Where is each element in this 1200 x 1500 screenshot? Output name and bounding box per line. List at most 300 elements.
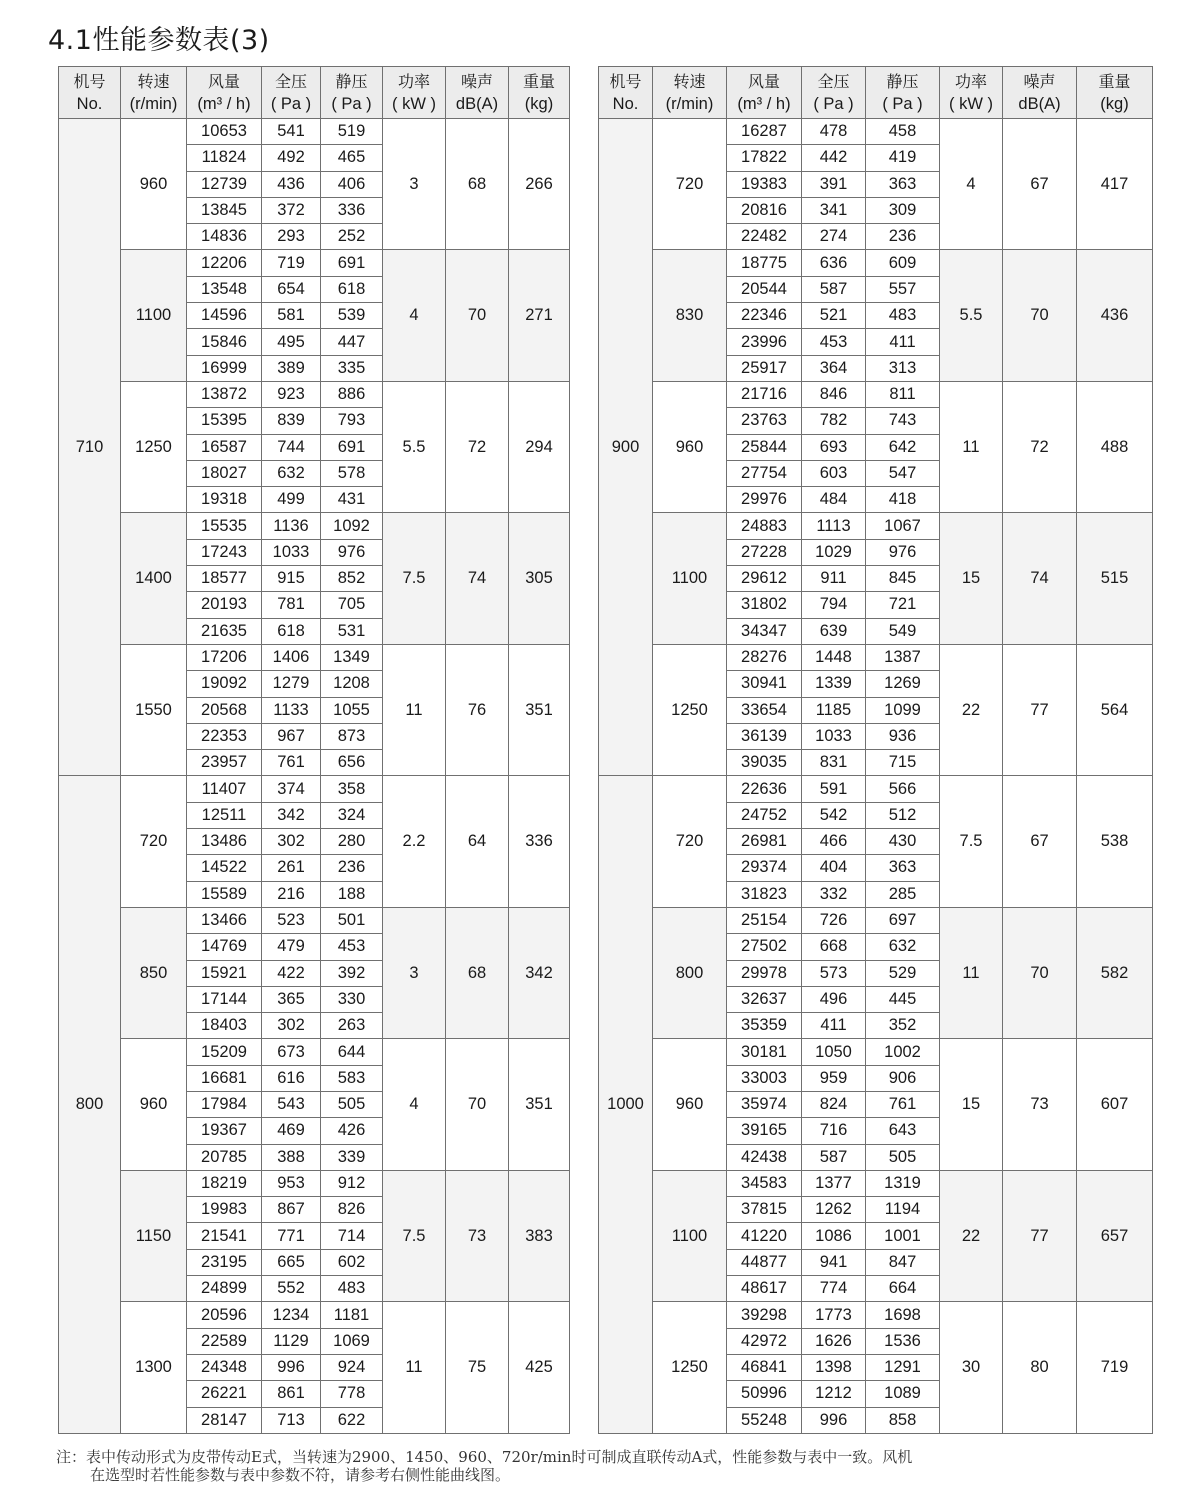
table-row xyxy=(59,907,570,933)
total-pressure-cell: 1086 xyxy=(802,1223,866,1249)
flow-cell: 15209 xyxy=(187,1039,262,1065)
weight-cell: 336 xyxy=(509,776,570,907)
power-cell: 7.5 xyxy=(940,776,1003,907)
noise-cell: 70 xyxy=(446,250,509,381)
total-pressure-cell: 923 xyxy=(262,381,321,407)
noise-cell: 72 xyxy=(446,381,509,512)
total-pressure-cell: 1185 xyxy=(802,697,866,723)
flow-cell: 25917 xyxy=(727,355,802,381)
total-pressure-cell: 726 xyxy=(802,907,866,933)
power-cell: 11 xyxy=(940,381,1003,512)
static-pressure-cell: 936 xyxy=(866,723,940,749)
noise-cell: 67 xyxy=(1003,776,1077,907)
weight-cell: 271 xyxy=(509,250,570,381)
header-static-pressure: 静压 ( Pa ) xyxy=(321,67,383,119)
static-pressure-cell: 845 xyxy=(866,566,940,592)
total-pressure-cell: 372 xyxy=(262,197,321,223)
table-row xyxy=(599,1302,1153,1328)
flow-cell: 15395 xyxy=(187,408,262,434)
static-pressure-cell: 976 xyxy=(866,539,940,565)
speed-cell: 1150 xyxy=(121,1170,187,1301)
table-body xyxy=(59,119,570,1434)
header-noise: 噪声 dB(A) xyxy=(1003,67,1077,119)
flow-cell: 15535 xyxy=(187,513,262,539)
weight-cell: 564 xyxy=(1077,644,1153,775)
flow-cell: 12206 xyxy=(187,250,262,276)
page-title: 4.1性能参数表(3) xyxy=(48,25,270,56)
static-pressure-cell: 715 xyxy=(866,750,940,776)
total-pressure-cell: 959 xyxy=(802,1065,866,1091)
static-pressure-cell: 285 xyxy=(866,881,940,907)
total-pressure-cell: 302 xyxy=(262,829,321,855)
total-pressure-cell: 411 xyxy=(802,1013,866,1039)
noise-cell: 70 xyxy=(1003,907,1077,1038)
total-pressure-cell: 603 xyxy=(802,460,866,486)
flow-cell: 17243 xyxy=(187,539,262,565)
total-pressure-cell: 261 xyxy=(262,855,321,881)
total-pressure-cell: 996 xyxy=(802,1407,866,1433)
flow-cell: 22482 xyxy=(727,224,802,250)
total-pressure-cell: 391 xyxy=(802,171,866,197)
weight-cell: 417 xyxy=(1077,119,1153,250)
flow-cell: 18027 xyxy=(187,460,262,486)
flow-cell: 36139 xyxy=(727,723,802,749)
total-pressure-cell: 1033 xyxy=(262,539,321,565)
noise-cell: 76 xyxy=(446,644,509,775)
speed-cell: 1100 xyxy=(653,1170,727,1301)
flow-cell: 27228 xyxy=(727,539,802,565)
static-pressure-cell: 622 xyxy=(321,1407,383,1433)
flow-cell: 17822 xyxy=(727,145,802,171)
total-pressure-cell: 496 xyxy=(802,986,866,1012)
performance-table-right xyxy=(598,66,1153,1434)
total-pressure-cell: 341 xyxy=(802,197,866,223)
total-pressure-cell: 587 xyxy=(802,1144,866,1170)
power-cell: 3 xyxy=(383,907,446,1038)
performance-table-left xyxy=(58,66,570,1434)
flow-cell: 48617 xyxy=(727,1276,802,1302)
noise-cell: 74 xyxy=(446,513,509,644)
flow-cell: 42438 xyxy=(727,1144,802,1170)
static-pressure-cell: 826 xyxy=(321,1197,383,1223)
flow-cell: 34583 xyxy=(727,1170,802,1196)
flow-cell: 20568 xyxy=(187,697,262,723)
table-row xyxy=(599,250,1153,276)
power-cell: 30 xyxy=(940,1302,1003,1433)
header-flow: 风量 (m³ / h) xyxy=(187,67,262,119)
speed-cell: 960 xyxy=(121,119,187,250)
weight-cell: 488 xyxy=(1077,381,1153,512)
weight-cell: 342 xyxy=(509,907,570,1038)
footnote-line-2: 在选型时若性能参数与表中参数不符，请参考右侧性能曲线图。 xyxy=(90,1466,511,1484)
total-pressure-cell: 632 xyxy=(262,460,321,486)
total-pressure-cell: 453 xyxy=(802,329,866,355)
static-pressure-cell: 352 xyxy=(866,1013,940,1039)
header-machine: 机号 No. xyxy=(59,67,121,119)
noise-cell: 70 xyxy=(1003,250,1077,381)
flow-cell: 17206 xyxy=(187,644,262,670)
static-pressure-cell: 1001 xyxy=(866,1223,940,1249)
total-pressure-cell: 636 xyxy=(802,250,866,276)
static-pressure-cell: 336 xyxy=(321,197,383,223)
total-pressure-cell: 618 xyxy=(262,618,321,644)
static-pressure-cell: 419 xyxy=(866,145,940,171)
static-pressure-cell: 852 xyxy=(321,566,383,592)
total-pressure-cell: 274 xyxy=(802,224,866,250)
static-pressure-cell: 664 xyxy=(866,1276,940,1302)
flow-cell: 26221 xyxy=(187,1381,262,1407)
noise-cell: 67 xyxy=(1003,119,1077,250)
flow-cell: 32637 xyxy=(727,986,802,1012)
flow-cell: 50996 xyxy=(727,1381,802,1407)
total-pressure-cell: 1773 xyxy=(802,1302,866,1328)
total-pressure-cell: 587 xyxy=(802,276,866,302)
total-pressure-cell: 1262 xyxy=(802,1197,866,1223)
static-pressure-cell: 691 xyxy=(321,250,383,276)
speed-cell: 1250 xyxy=(653,1302,727,1433)
static-pressure-cell: 505 xyxy=(321,1091,383,1117)
flow-cell: 14836 xyxy=(187,224,262,250)
total-pressure-cell: 1133 xyxy=(262,697,321,723)
total-pressure-cell: 839 xyxy=(262,408,321,434)
static-pressure-cell: 1089 xyxy=(866,1381,940,1407)
power-cell: 11 xyxy=(383,1302,446,1433)
flow-cell: 24899 xyxy=(187,1276,262,1302)
flow-cell: 21541 xyxy=(187,1223,262,1249)
weight-cell: 351 xyxy=(509,644,570,775)
total-pressure-cell: 523 xyxy=(262,907,321,933)
table-row xyxy=(599,1039,1153,1065)
static-pressure-cell: 324 xyxy=(321,802,383,828)
flow-cell: 20596 xyxy=(187,1302,262,1328)
flow-cell: 35974 xyxy=(727,1091,802,1117)
flow-cell: 10653 xyxy=(187,119,262,145)
power-cell: 22 xyxy=(940,644,1003,775)
total-pressure-cell: 404 xyxy=(802,855,866,881)
static-pressure-cell: 430 xyxy=(866,829,940,855)
flow-cell: 28276 xyxy=(727,644,802,670)
static-pressure-cell: 1099 xyxy=(866,697,940,723)
static-pressure-cell: 539 xyxy=(321,303,383,329)
flow-cell: 14596 xyxy=(187,303,262,329)
total-pressure-cell: 867 xyxy=(262,1197,321,1223)
total-pressure-cell: 364 xyxy=(802,355,866,381)
total-pressure-cell: 824 xyxy=(802,1091,866,1117)
flow-cell: 37815 xyxy=(727,1197,802,1223)
static-pressure-cell: 330 xyxy=(321,986,383,1012)
static-pressure-cell: 1002 xyxy=(866,1039,940,1065)
flow-cell: 13486 xyxy=(187,829,262,855)
total-pressure-cell: 967 xyxy=(262,723,321,749)
speed-cell: 960 xyxy=(653,1039,727,1170)
static-pressure-cell: 313 xyxy=(866,355,940,381)
flow-cell: 12739 xyxy=(187,171,262,197)
table-row xyxy=(59,381,570,407)
power-cell: 4 xyxy=(383,250,446,381)
flow-cell: 14769 xyxy=(187,934,262,960)
total-pressure-cell: 693 xyxy=(802,434,866,460)
total-pressure-cell: 442 xyxy=(802,145,866,171)
static-pressure-cell: 642 xyxy=(866,434,940,460)
power-cell: 4 xyxy=(383,1039,446,1170)
total-pressure-cell: 665 xyxy=(262,1249,321,1275)
total-pressure-cell: 422 xyxy=(262,960,321,986)
total-pressure-cell: 713 xyxy=(262,1407,321,1433)
machine-number-cell: 800 xyxy=(59,776,121,1433)
static-pressure-cell: 609 xyxy=(866,250,940,276)
speed-cell: 720 xyxy=(653,776,727,907)
header-total-pressure: 全压 ( Pa ) xyxy=(262,67,321,119)
flow-cell: 16287 xyxy=(727,119,802,145)
total-pressure-cell: 591 xyxy=(802,776,866,802)
total-pressure-cell: 654 xyxy=(262,276,321,302)
total-pressure-cell: 469 xyxy=(262,1118,321,1144)
total-pressure-cell: 552 xyxy=(262,1276,321,1302)
static-pressure-cell: 1269 xyxy=(866,671,940,697)
static-pressure-cell: 924 xyxy=(321,1354,383,1380)
flow-cell: 55248 xyxy=(727,1407,802,1433)
total-pressure-cell: 861 xyxy=(262,1381,321,1407)
total-pressure-cell: 581 xyxy=(262,303,321,329)
static-pressure-cell: 1536 xyxy=(866,1328,940,1354)
static-pressure-cell: 602 xyxy=(321,1249,383,1275)
table-row xyxy=(59,119,570,145)
footnote xyxy=(56,1448,1156,1484)
static-pressure-cell: 547 xyxy=(866,460,940,486)
total-pressure-cell: 831 xyxy=(802,750,866,776)
static-pressure-cell: 406 xyxy=(321,171,383,197)
table-row xyxy=(59,776,570,802)
total-pressure-cell: 673 xyxy=(262,1039,321,1065)
noise-cell: 77 xyxy=(1003,1170,1077,1301)
total-pressure-cell: 719 xyxy=(262,250,321,276)
total-pressure-cell: 374 xyxy=(262,776,321,802)
noise-cell: 64 xyxy=(446,776,509,907)
static-pressure-cell: 236 xyxy=(866,224,940,250)
flow-cell: 18403 xyxy=(187,1013,262,1039)
static-pressure-cell: 501 xyxy=(321,907,383,933)
weight-cell: 351 xyxy=(509,1039,570,1170)
machine-number-cell: 900 xyxy=(599,119,653,776)
total-pressure-cell: 1398 xyxy=(802,1354,866,1380)
static-pressure-cell: 411 xyxy=(866,329,940,355)
flow-cell: 23996 xyxy=(727,329,802,355)
weight-cell: 305 xyxy=(509,513,570,644)
static-pressure-cell: 632 xyxy=(866,934,940,960)
static-pressure-cell: 583 xyxy=(321,1065,383,1091)
power-cell: 11 xyxy=(940,907,1003,1038)
header-flow: 风量 (m³ / h) xyxy=(727,67,802,119)
total-pressure-cell: 492 xyxy=(262,145,321,171)
static-pressure-cell: 858 xyxy=(866,1407,940,1433)
static-pressure-cell: 906 xyxy=(866,1065,940,1091)
static-pressure-cell: 426 xyxy=(321,1118,383,1144)
static-pressure-cell: 339 xyxy=(321,1144,383,1170)
static-pressure-cell: 721 xyxy=(866,592,940,618)
flow-cell: 15589 xyxy=(187,881,262,907)
static-pressure-cell: 236 xyxy=(321,855,383,881)
table-row xyxy=(599,644,1153,670)
header-weight: 重量 (kg) xyxy=(509,67,570,119)
static-pressure-cell: 557 xyxy=(866,276,940,302)
table-row xyxy=(599,776,1153,802)
static-pressure-cell: 447 xyxy=(321,329,383,355)
total-pressure-cell: 915 xyxy=(262,566,321,592)
static-pressure-cell: 618 xyxy=(321,276,383,302)
static-pressure-cell: 453 xyxy=(321,934,383,960)
flow-cell: 24752 xyxy=(727,802,802,828)
table-row xyxy=(59,513,570,539)
flow-cell: 19367 xyxy=(187,1118,262,1144)
static-pressure-cell: 1055 xyxy=(321,697,383,723)
total-pressure-cell: 484 xyxy=(802,487,866,513)
machine-number-cell: 710 xyxy=(59,119,121,776)
static-pressure-cell: 566 xyxy=(866,776,940,802)
weight-cell: 383 xyxy=(509,1170,570,1301)
weight-cell: 425 xyxy=(509,1302,570,1433)
header-machine: 机号 No. xyxy=(599,67,653,119)
static-pressure-cell: 1698 xyxy=(866,1302,940,1328)
flow-cell: 19383 xyxy=(727,171,802,197)
static-pressure-cell: 912 xyxy=(321,1170,383,1196)
flow-cell: 30181 xyxy=(727,1039,802,1065)
total-pressure-cell: 668 xyxy=(802,934,866,960)
static-pressure-cell: 358 xyxy=(321,776,383,802)
total-pressure-cell: 782 xyxy=(802,408,866,434)
total-pressure-cell: 466 xyxy=(802,829,866,855)
total-pressure-cell: 1029 xyxy=(802,539,866,565)
static-pressure-cell: 761 xyxy=(866,1091,940,1117)
speed-cell: 1250 xyxy=(653,644,727,775)
total-pressure-cell: 616 xyxy=(262,1065,321,1091)
table-row xyxy=(59,250,570,276)
noise-cell: 68 xyxy=(446,119,509,250)
total-pressure-cell: 1129 xyxy=(262,1328,321,1354)
static-pressure-cell: 656 xyxy=(321,750,383,776)
total-pressure-cell: 716 xyxy=(802,1118,866,1144)
static-pressure-cell: 1092 xyxy=(321,513,383,539)
total-pressure-cell: 542 xyxy=(802,802,866,828)
static-pressure-cell: 886 xyxy=(321,381,383,407)
static-pressure-cell: 1067 xyxy=(866,513,940,539)
table-header-row xyxy=(59,67,570,119)
table-body xyxy=(599,119,1153,1434)
flow-cell: 24348 xyxy=(187,1354,262,1380)
total-pressure-cell: 478 xyxy=(802,119,866,145)
power-cell: 5.5 xyxy=(383,381,446,512)
static-pressure-cell: 873 xyxy=(321,723,383,749)
table-row xyxy=(599,513,1153,539)
total-pressure-cell: 846 xyxy=(802,381,866,407)
flow-cell: 33654 xyxy=(727,697,802,723)
static-pressure-cell: 392 xyxy=(321,960,383,986)
machine-number-cell: 1000 xyxy=(599,776,653,1433)
flow-cell: 41220 xyxy=(727,1223,802,1249)
weight-cell: 657 xyxy=(1077,1170,1153,1301)
static-pressure-cell: 778 xyxy=(321,1381,383,1407)
total-pressure-cell: 332 xyxy=(802,881,866,907)
static-pressure-cell: 531 xyxy=(321,618,383,644)
total-pressure-cell: 794 xyxy=(802,592,866,618)
total-pressure-cell: 1279 xyxy=(262,671,321,697)
flow-cell: 17984 xyxy=(187,1091,262,1117)
static-pressure-cell: 280 xyxy=(321,829,383,855)
total-pressure-cell: 1626 xyxy=(802,1328,866,1354)
total-pressure-cell: 573 xyxy=(802,960,866,986)
total-pressure-cell: 389 xyxy=(262,355,321,381)
flow-cell: 29612 xyxy=(727,566,802,592)
flow-cell: 13872 xyxy=(187,381,262,407)
power-cell: 5.5 xyxy=(940,250,1003,381)
weight-cell: 294 xyxy=(509,381,570,512)
flow-cell: 34347 xyxy=(727,618,802,644)
flow-cell: 29976 xyxy=(727,487,802,513)
static-pressure-cell: 1387 xyxy=(866,644,940,670)
weight-cell: 607 xyxy=(1077,1039,1153,1170)
total-pressure-cell: 521 xyxy=(802,303,866,329)
weight-cell: 266 xyxy=(509,119,570,250)
speed-cell: 960 xyxy=(653,381,727,512)
total-pressure-cell: 1113 xyxy=(802,513,866,539)
flow-cell: 39035 xyxy=(727,750,802,776)
static-pressure-cell: 445 xyxy=(866,986,940,1012)
flow-cell: 22353 xyxy=(187,723,262,749)
power-cell: 3 xyxy=(383,119,446,250)
flow-cell: 26981 xyxy=(727,829,802,855)
speed-cell: 830 xyxy=(653,250,727,381)
static-pressure-cell: 363 xyxy=(866,855,940,881)
table-row xyxy=(59,1170,570,1196)
static-pressure-cell: 1194 xyxy=(866,1197,940,1223)
flow-cell: 21716 xyxy=(727,381,802,407)
header-power: 功率 ( kW ) xyxy=(383,67,446,119)
noise-cell: 80 xyxy=(1003,1302,1077,1433)
total-pressure-cell: 1212 xyxy=(802,1381,866,1407)
total-pressure-cell: 744 xyxy=(262,434,321,460)
static-pressure-cell: 519 xyxy=(321,119,383,145)
speed-cell: 1400 xyxy=(121,513,187,644)
static-pressure-cell: 705 xyxy=(321,592,383,618)
static-pressure-cell: 811 xyxy=(866,381,940,407)
flow-cell: 22589 xyxy=(187,1328,262,1354)
flow-cell: 15921 xyxy=(187,960,262,986)
static-pressure-cell: 743 xyxy=(866,408,940,434)
static-pressure-cell: 976 xyxy=(321,539,383,565)
table-row xyxy=(599,381,1153,407)
flow-cell: 35359 xyxy=(727,1013,802,1039)
total-pressure-cell: 499 xyxy=(262,487,321,513)
static-pressure-cell: 483 xyxy=(321,1276,383,1302)
static-pressure-cell: 691 xyxy=(321,434,383,460)
header-noise: 噪声 dB(A) xyxy=(446,67,509,119)
weight-cell: 582 xyxy=(1077,907,1153,1038)
flow-cell: 21635 xyxy=(187,618,262,644)
power-cell: 11 xyxy=(383,644,446,775)
total-pressure-cell: 1234 xyxy=(262,1302,321,1328)
static-pressure-cell: 188 xyxy=(321,881,383,907)
total-pressure-cell: 953 xyxy=(262,1170,321,1196)
flow-cell: 11824 xyxy=(187,145,262,171)
flow-cell: 16999 xyxy=(187,355,262,381)
static-pressure-cell: 847 xyxy=(866,1249,940,1275)
noise-cell: 74 xyxy=(1003,513,1077,644)
total-pressure-cell: 342 xyxy=(262,802,321,828)
static-pressure-cell: 335 xyxy=(321,355,383,381)
speed-cell: 1100 xyxy=(121,250,187,381)
total-pressure-cell: 911 xyxy=(802,566,866,592)
static-pressure-cell: 578 xyxy=(321,460,383,486)
weight-cell: 538 xyxy=(1077,776,1153,907)
